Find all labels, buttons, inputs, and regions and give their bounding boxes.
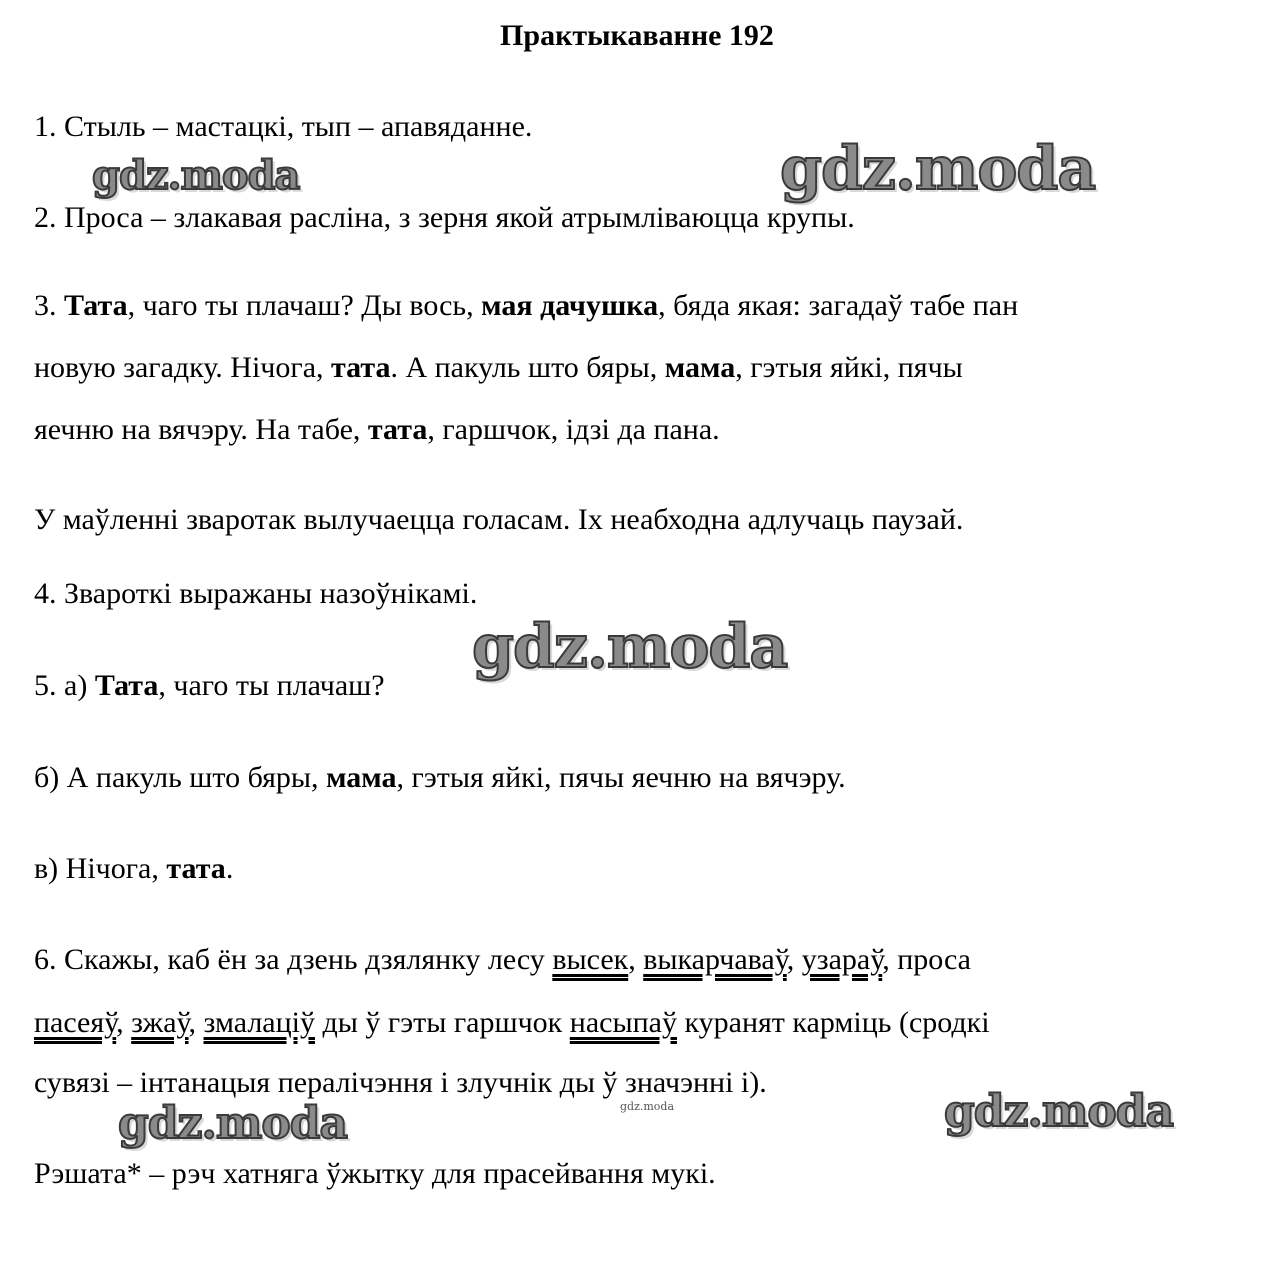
text: , — [116, 1006, 132, 1039]
text: , бяда якая: загадаў табе пан — [658, 289, 1019, 322]
verb: пасеяў — [34, 1006, 117, 1039]
text: , гаршчок, ідзі да пана. — [427, 413, 720, 446]
item-3-line-1 — [34, 286, 1018, 326]
text: , — [786, 943, 802, 976]
text: , гэтыя яйкі, пячы яечню на вячэру. — [396, 761, 846, 794]
text: , гэтыя яйкі, пячы — [735, 351, 963, 384]
watermark: gdz.moda — [944, 1086, 1174, 1137]
item-3-line-2 — [34, 348, 963, 388]
text: , проса — [882, 943, 972, 976]
address-word: тата — [367, 413, 428, 446]
watermark: gdz.moda — [118, 1098, 348, 1149]
text: куранят карміць (сродкі — [676, 1006, 990, 1039]
note: У маўленні зваротак вылучаецца голасам. Іх неабходна адлучаць паузай. — [34, 503, 964, 536]
address-word: Тата — [64, 289, 128, 322]
item-5a — [34, 666, 385, 706]
item-1: 1. Стыль – мастацкі, тып – апавяданне. — [34, 110, 533, 143]
text: , чаго ты плачаш? Ды вось, — [127, 289, 482, 322]
verb: зжаў — [131, 1006, 189, 1039]
text: 6. Скажы, каб ён за дзень дзялянку лесу — [34, 943, 553, 976]
verb: насыпаў — [569, 1006, 677, 1039]
verb: змалаціў — [203, 1006, 315, 1039]
text: ды ў гэты гаршчок — [315, 1006, 570, 1039]
item-3-line-3 — [34, 410, 720, 450]
footnote: Рэшата* – рэч хатняга ўжытку для прасейвання мукі. — [34, 1157, 716, 1190]
item-5c — [34, 849, 233, 889]
address-word: мая дачушка — [481, 289, 659, 322]
item-5b — [34, 758, 846, 798]
item-6-line-2 — [34, 1003, 990, 1043]
verb: высек — [552, 943, 629, 976]
address-word: тата — [331, 351, 391, 384]
address-word: мама — [326, 761, 397, 794]
text: . А пакуль што бяры, — [390, 351, 665, 384]
page-title: Практыкаванне 192 — [500, 19, 774, 52]
watermark: gdz.moda — [780, 134, 1096, 204]
watermark-small: gdz.moda — [620, 1100, 675, 1113]
item-4: 4. Звароткі выражаны назоўнікамі. — [34, 577, 478, 610]
text: , чаго ты плачаш? — [158, 669, 385, 702]
verb: узараў — [801, 943, 883, 976]
text: 5. а) — [34, 669, 95, 702]
text: . — [225, 852, 234, 885]
text: яечню на вячэру. На табе, — [34, 413, 368, 446]
watermark: gdz.moda — [92, 152, 300, 199]
address-word: мама — [664, 351, 736, 384]
text: новую загадку. Нічога, — [34, 351, 332, 384]
item-2: 2. Проса – злакавая расліна, з зерня якой атрымліваюцца крупы. — [34, 201, 855, 234]
watermark: gdz.moda — [472, 612, 788, 682]
text: , — [188, 1006, 204, 1039]
text: , — [628, 943, 644, 976]
address-word: Тата — [94, 669, 159, 702]
verb: выкарчаваў — [643, 943, 787, 976]
item-6-line-3: сувязі – інтанацыя пералічэння і злучнік ды ў значэнні і). — [34, 1066, 767, 1099]
item-6-line-1 — [34, 940, 971, 980]
text: б) А пакуль што бяры, — [34, 761, 327, 794]
text: 3. — [34, 289, 64, 322]
address-word: тата — [166, 852, 226, 885]
text: в) Нічога, — [34, 852, 167, 885]
